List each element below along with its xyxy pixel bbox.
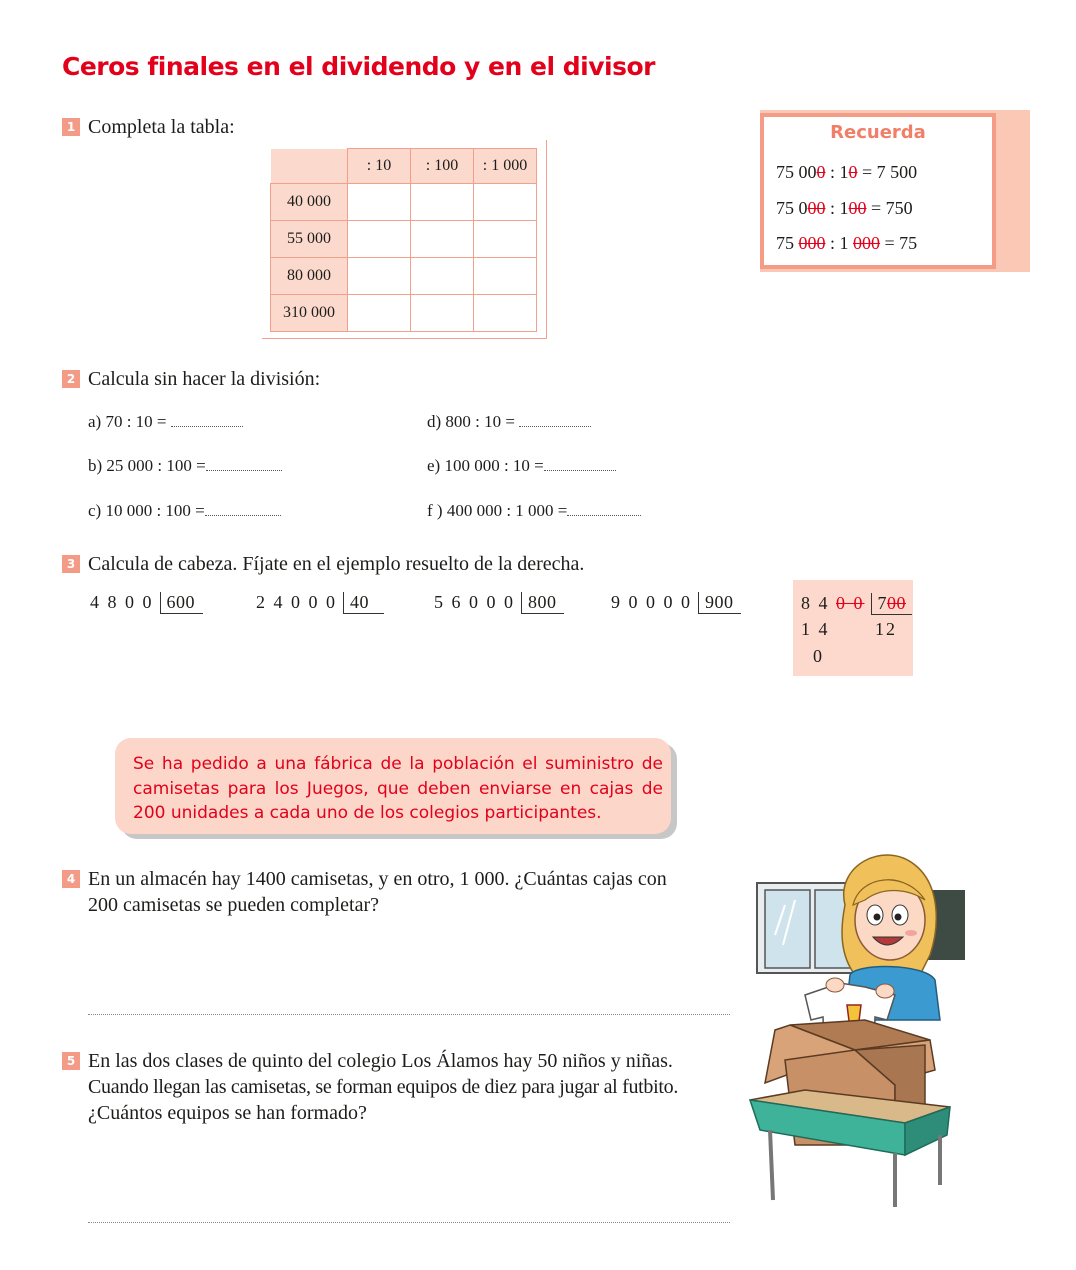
exercise-number-badge: 4: [62, 870, 80, 888]
page-title: Ceros finales en el dividendo y en el divisor: [62, 52, 655, 81]
exercise-1-statement: [62, 114, 235, 140]
answer-blank[interactable]: [171, 412, 243, 427]
exercise-3-text: Calcula de cabeza. Fíjate en el ejemplo resuelto de la derecha.: [88, 553, 585, 575]
exercise-5-line-2: Cuando llegan las camisetas, se forman equipos de diez para jugar al futbito.: [88, 1076, 679, 1098]
ex2-item-a: a) 70 : 10 =: [88, 412, 243, 432]
answer-blank[interactable]: [544, 456, 616, 471]
table-row-header: 310 000: [271, 295, 348, 332]
answer-line[interactable]: [88, 1014, 730, 1015]
answer-blank[interactable]: [519, 412, 591, 427]
table-offset-frame: [262, 140, 547, 339]
table-header-10: : 10: [348, 149, 411, 184]
girl-with-shirts-illustration: [735, 845, 965, 1210]
answer-blank[interactable]: [206, 456, 282, 471]
exercise-2-statement: [62, 366, 320, 392]
ex2-item-b: b) 25 000 : 100 =: [88, 456, 282, 476]
division-1: 4 8 0 0 600: [90, 592, 203, 614]
worked-example-division: 8 4 0 0 700: [801, 593, 912, 615]
worked-example-remainder: 0: [813, 646, 824, 666]
exercise-5-line-3: ¿Cuántos equipos se han formado?: [88, 1102, 367, 1124]
exercise-number-badge: 2: [62, 370, 80, 388]
exercise-number-badge: 5: [62, 1052, 80, 1070]
recuerda-line-2: 75 000 : 100 = 750: [776, 198, 913, 218]
table-row-header: 55 000: [271, 221, 348, 258]
desk-icon: [750, 1090, 950, 1207]
ex2-item-c: c) 10 000 : 100 =: [88, 501, 281, 521]
exercise-4-statement: 4 En un almacén hay 1400 camisetas, y en otro, 1 000. ¿Cuántas cajas con: [62, 866, 667, 892]
ex2-item-f: f ) 400 000 : 1 000 =: [427, 501, 641, 521]
answer-blank[interactable]: [567, 501, 641, 516]
ex2-item-d: d) 800 : 10 =: [427, 412, 591, 432]
exercise-4-line-2: 200 camisetas se pueden completar?: [88, 894, 379, 916]
division-3: 5 6 0 0 0 800: [434, 592, 564, 614]
ex2-item-e: e) 100 000 : 10 =: [427, 456, 616, 476]
recuerda-line-1: 75 000 : 10 = 7 500: [776, 162, 918, 182]
table-header-100: : 100: [411, 149, 474, 184]
answer-line[interactable]: [88, 1222, 730, 1223]
exercise-5-statement: 5 En las dos clases de quinto del colegio Los Álamos hay 50 niños y niñas.: [62, 1048, 673, 1074]
table-header-1000: : 1 000: [474, 149, 537, 184]
exercise-number-badge: 1: [62, 118, 80, 136]
exercise-number-badge: 3: [62, 555, 80, 573]
exercise-3-statement: [62, 551, 584, 577]
table-row-header: 40 000: [271, 184, 348, 221]
worked-example-quotient: 12: [875, 619, 897, 639]
info-bubble-text: Se ha pedido a una fábrica de la población el suministro de camisetas para los Juegos, que deben enviarse en cajas de 200 unidades a cada uno de los colegios participantes.: [133, 754, 663, 823]
worked-example-partial: 1 4: [801, 619, 830, 639]
recuerda-title: Recuerda: [830, 122, 926, 143]
table-row-header: 80 000: [271, 258, 348, 295]
division-2: 2 4 0 0 0 40: [256, 592, 384, 614]
exercise-1-text: Completa la tabla:: [88, 116, 235, 138]
exercise-2-text: Calcula sin hacer la división:: [88, 368, 321, 390]
recuerda-line-3: 75 000 : 1 000 = 75: [776, 233, 918, 253]
division-4: 9 0 0 0 0 900: [611, 592, 741, 614]
answer-blank[interactable]: [205, 501, 281, 516]
